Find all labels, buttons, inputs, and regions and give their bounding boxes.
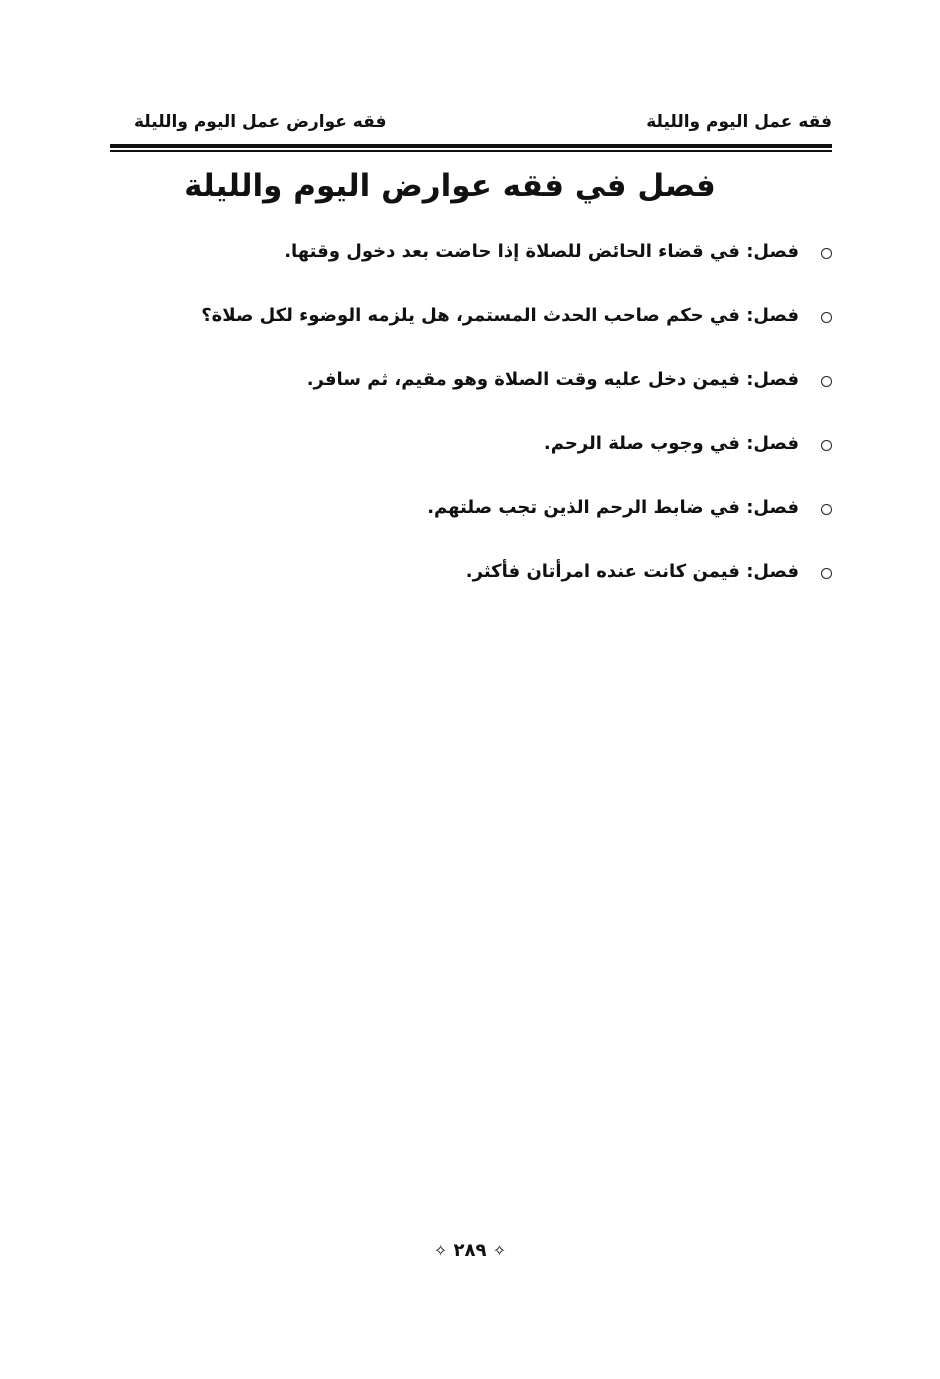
header-rule-thin: [110, 150, 832, 152]
circle-bullet-icon: [821, 504, 832, 515]
list-item-label: فصل:: [746, 241, 799, 262]
chapter-title: فقه عوارض عمل اليوم والليلة: [134, 112, 387, 132]
list-item-text: [307, 366, 799, 394]
list-item-text: [466, 558, 799, 586]
list-item: [132, 494, 832, 558]
list-item-text: [544, 430, 799, 458]
list-item-body: في قضاء الحائض للصلاة إذا حاضت بعد دخول وقتها.: [284, 241, 740, 262]
list-item-label: فصل:: [746, 433, 799, 454]
header-rule-thick: [110, 144, 832, 148]
list-item: [132, 430, 832, 494]
list-item-label: فصل:: [746, 497, 799, 518]
section-title: فصل في فقه عوارض اليوم والليلة: [184, 168, 716, 204]
list-item-body: في حكم صاحب الحدث المستمر، هل يلزمه الوضوء لكل صلاة؟: [201, 305, 740, 326]
list-item-label: فصل:: [746, 561, 799, 582]
circle-bullet-icon: [821, 376, 832, 387]
circle-bullet-icon: [821, 568, 832, 579]
list-item-label: فصل:: [746, 369, 799, 390]
ornament-left-icon: ✧: [433, 1241, 448, 1260]
list-item-body: في ضابط الرحم الذين تجب صلتهم.: [427, 497, 740, 518]
list-item-text: [427, 494, 799, 522]
list-item: [132, 302, 832, 366]
running-header: [110, 112, 832, 146]
book-title: فقه عمل اليوم والليلة: [646, 112, 832, 132]
list-item-body: في وجوب صلة الرحم.: [543, 433, 740, 454]
topic-list: [132, 238, 832, 622]
circle-bullet-icon: [821, 440, 832, 451]
list-item: [132, 558, 832, 622]
ornament-right-icon: ✧: [492, 1241, 507, 1260]
list-item-body: فيمن كانت عنده امرأتان فأكثر.: [465, 561, 740, 582]
page-number: ٢٨٩: [453, 1240, 487, 1261]
circle-bullet-icon: [821, 248, 832, 259]
list-item-text: [201, 302, 799, 330]
circle-bullet-icon: [821, 312, 832, 323]
list-item: [132, 366, 832, 430]
list-item: [132, 238, 832, 302]
list-item-text: [284, 238, 799, 266]
page-number-block: [410, 1240, 530, 1261]
list-item-label: فصل:: [746, 305, 799, 326]
list-item-body: فيمن دخل عليه وقت الصلاة وهو مقيم، ثم سافر.: [306, 369, 740, 390]
